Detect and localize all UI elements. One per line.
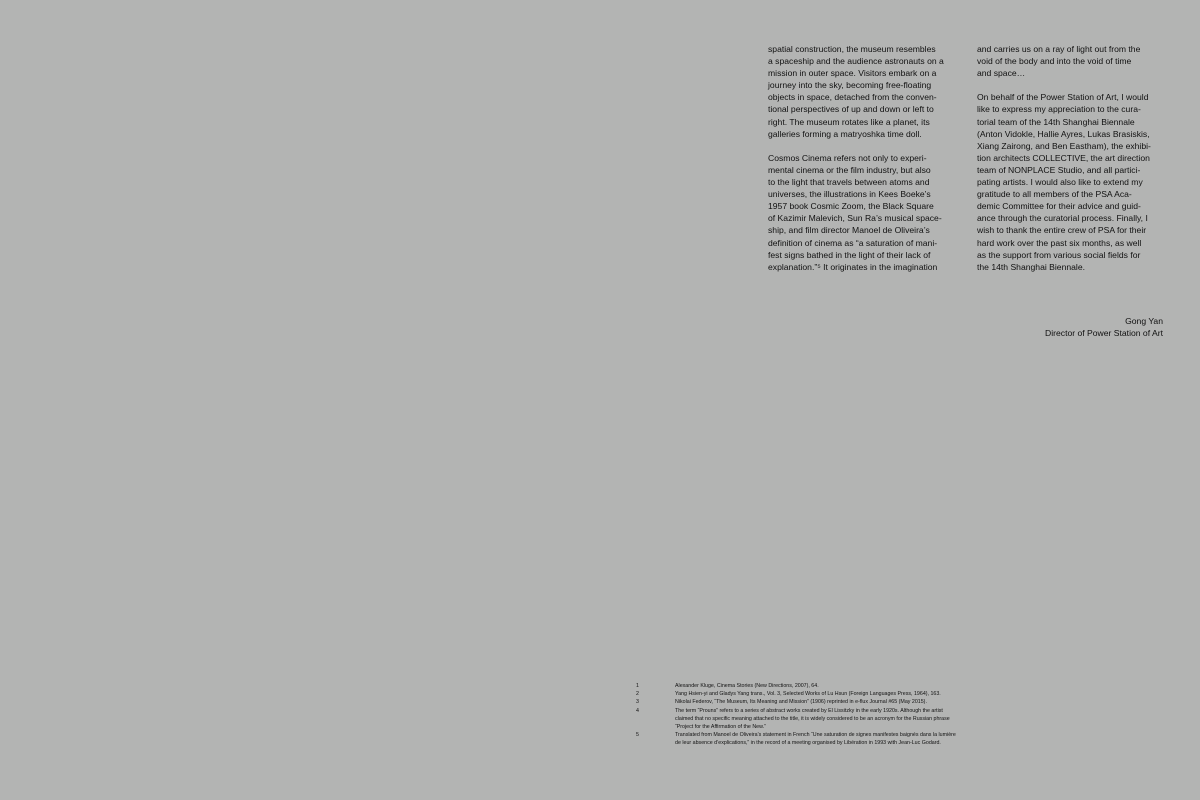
footnote-number: 1 [636,683,639,689]
footnote-text: Alexander Kluge, Cinema Stories (New Directions, 2007), 64. [675,683,819,689]
text-line: and space… [977,68,1026,79]
footnote-text: Yang Hsien-yi and Gladys Yang trans., Vol. 3, Selected Works of Lu Hsun (Foreign Languages Press, 1964), 163. [675,691,941,698]
footnote-text: Translated from Manoel de Oliveira’s statement in French “Une saturation de signes manifestes baignés dans la lumière [675,732,956,739]
text-line: wish to thank the entire crew of PSA for their [977,225,1147,236]
text-line: as the support from various social fields for [977,249,1141,260]
text-line: tional perspectives of up and down or left to [768,104,934,115]
footnote-text: “Project for the Affirmation of the New.” [675,724,766,731]
footnote-text: The term “Prouns” refers to a series of abstract works created by El Lissitzky in the early 1920s. Although the artist [675,707,943,714]
text-line: explanation.”⁵ It originates in the imagination [768,261,938,272]
signature-block [1045,315,1163,339]
text-line: pating artists. I would also like to extend my [977,177,1143,188]
signature-title: Director of Power Station of Art [1045,328,1163,339]
text-line: ship, and film director Manoel de Oliveira’s [768,225,930,236]
footnote [636,698,1056,706]
text-line: gratitude to all members of the PSA Aca- [977,189,1132,200]
text-line: Xiang Zairong, and Ben Eastham), the exhibi- [977,140,1151,151]
text-line: a spaceship and the audience astronauts on a [768,56,944,67]
text-line: Cosmos Cinema refers not only to experi- [768,152,927,163]
text-line: journey into the sky, becoming free-floating [768,80,932,91]
paragraph [977,91,1173,272]
text-column-right [977,43,1173,285]
text-line: 1957 book Cosmic Zoom, the Black Square [768,201,934,212]
text-line: ance through the curatorial process. Finally, I [977,213,1148,224]
text-line: definition of cinema as “a saturation of mani- [768,237,938,248]
paragraph [977,43,1173,79]
text-line: hard work over the past six months, as well [977,237,1142,248]
text-line: right. The museum rotates like a planet, its [768,116,930,127]
text-line: fest signs bathed in the light of their lack of [768,249,931,260]
text-line: mental cinema or the film industry, but also [768,164,931,175]
text-line: spatial construction, the museum resembles [768,44,936,54]
text-line: the 14th Shanghai Biennale. [977,261,1085,272]
footnote [636,690,1056,698]
text-line: demic Committee for their advice and guid- [977,201,1141,212]
footnote-text: claimed that no specific meaning attached to the title, it is widely considered to be an acronym for the Russian phrase [675,715,950,722]
footnote-number: 4 [636,707,639,714]
text-line: On behalf of the Power Station of Art, I would [977,92,1149,103]
text-line: torial team of the 14th Shanghai Biennale [977,116,1135,127]
footnote-number: 5 [636,732,639,739]
text-column-left [768,43,964,285]
footnote-number: 3 [636,699,639,706]
text-line: galleries forming a matryoshka time doll. [768,128,922,139]
footnote [636,682,1056,690]
text-line: (Anton Vidokle, Hallie Ayres, Lukas Brasiskis, [977,128,1150,139]
footnote [636,707,1056,732]
footnote-text: de leur absence d’explications,” in the record of a meeting organised by Libération in 1993 with Jean-Luc Godard. [675,740,941,747]
text-line: team of NONPLACE Studio, and all partici- [977,164,1141,175]
signature-name: Gong Yan [1125,316,1163,326]
text-line: void of the body and into the void of time [977,56,1132,67]
footnotes [636,682,1056,748]
footnote-number: 2 [636,691,639,698]
paragraph [768,43,964,140]
text-line: objects in space, detached from the conven- [768,92,937,103]
text-line: universes, the illustrations in Kees Boeke’s [768,189,931,200]
paragraph [768,152,964,273]
footnote-text: Nikolai Federov, “The Museum, Its Meaning and Mission” (1906) reprinted in e-flux Journal #65 (May 2015). [675,699,927,706]
text-line: and carries us on a ray of light out from the [977,44,1141,54]
text-line: to the light that travels between atoms and [768,177,930,188]
text-line: tion architects COLLECTIVE, the art direction [977,152,1150,163]
footnote [636,731,1056,747]
text-line: mission in outer space. Visitors embark on a [768,68,937,79]
text-line: like to express my appreciation to the cura- [977,104,1141,115]
text-line: of Kazimir Malevich, Sun Ra’s musical space- [768,213,942,224]
